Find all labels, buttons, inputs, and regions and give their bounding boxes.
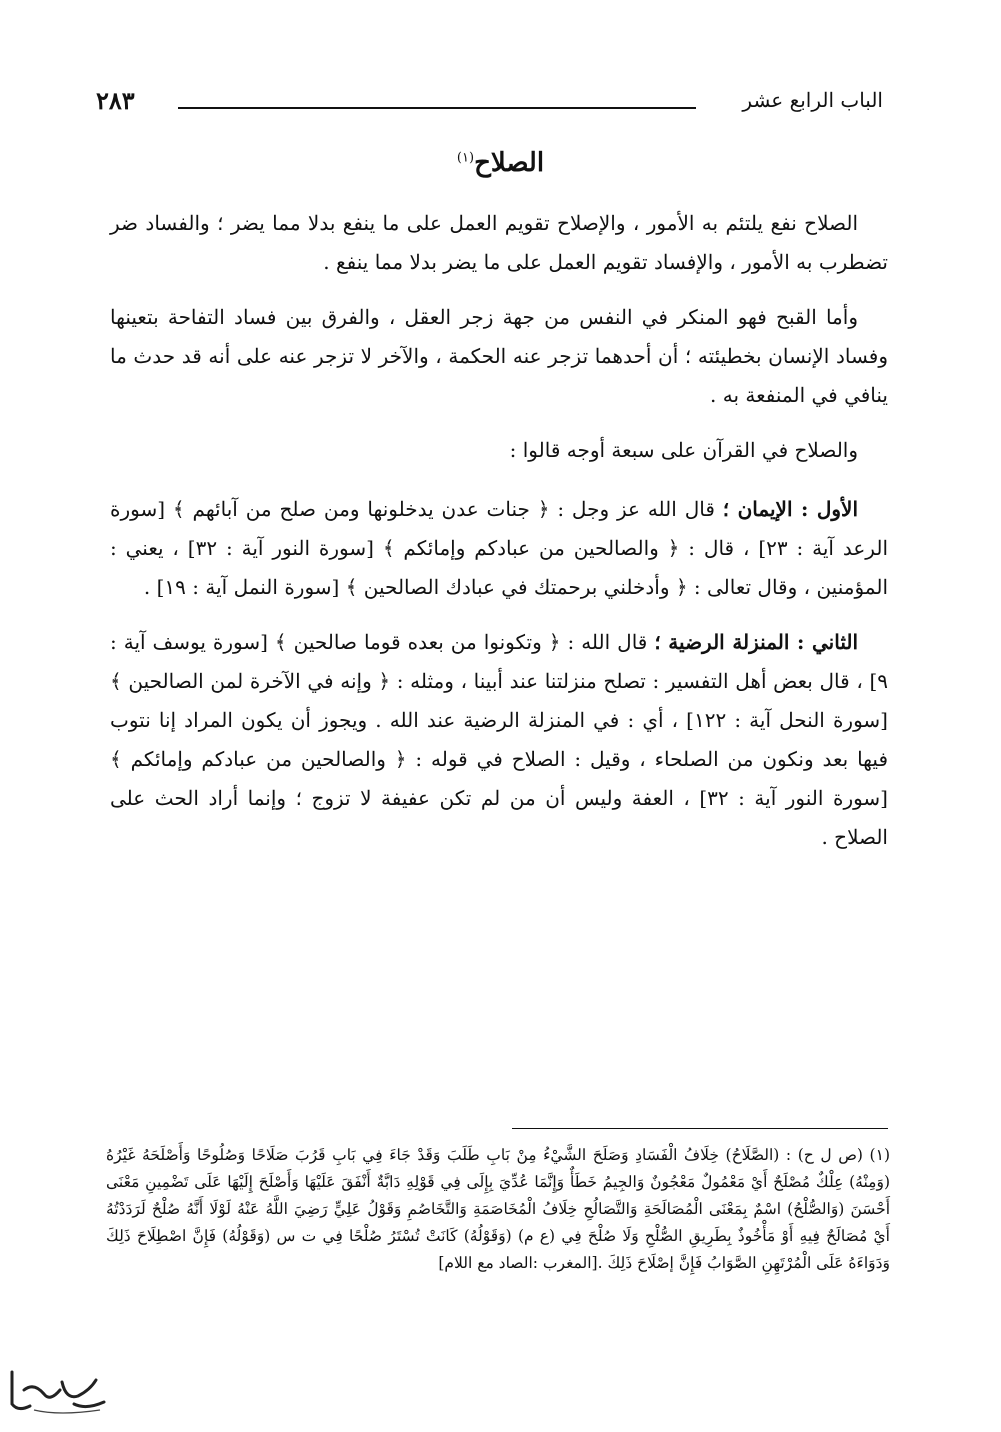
title-note-marker: (١) (456, 150, 475, 166)
calligraphy-logo-icon (4, 1360, 114, 1420)
paragraph-qubh: وأما القبح فهو المنكر في النفس من جهة زجر العقل ، والفرق بين فساد التفاحة بتعينها وفساد الإنسان بخطيئته ؛ أن أحدهما تزجر عنه الحكمة ، والآخر لا تزجر عنه على أنه قد حدث ما ينافي في المنفعة به . (110, 305, 888, 407)
section-title (0, 148, 1001, 178)
paragraph-first-aspect (110, 490, 888, 607)
footnote-rule (512, 1128, 888, 1129)
first-aspect-text: قال الله عز وجل : ﴿ جنات عدن يدخلونها ومن صلح من آبائهم ﴾ [سورة الرعد آية : ٢٣] ، قال : ﴿ والصالحين من عبادكم وإمائكم ﴾ [سورة النور آية : ٣٢] ، يعني : المؤمنين ، وقال تعالى : ﴿ وأدخلني برحمتك في عبادك الصالحين ﴾ [سورة النمل آية : ١٩] . (110, 497, 888, 599)
second-aspect-label: الثاني : المنزلة الرضية ؛ (654, 630, 859, 654)
second-aspect-text: قال الله : ﴿ وتكونوا من بعده قوما صالحين ﴾ [سورة يوسف آية : ٩] ، قال بعض أهل التفسير : تصلح منزلتنا عند أبينا ، ومثله : ﴿ وإنه في الآخرة لمن الصالحين ﴾ [سورة النحل آية : ١٢٢] ، أي : في المنزلة الرضية عند الله . ويجوز أن يكون المراد إنا نتوب فيها بعد ونكون من الصلحاء ، وقيل : الصلاح في قوله : ﴿ والصالحين من عبادكم وإمائكم ﴾ [سورة النور آية : ٣٢] ، العفة وليس أن من لم تكن عفيفة لا تزوج ؛ وإنما أراد الحث على الصلاح . (110, 630, 888, 849)
footnote-1: (١) (ص ل ح) : (الصَّلَاحُ) خِلَافُ الْفَسَادِ وَصَلَحَ الشَّيْءُ مِنْ بَابِ طَلَبَ وَقَدْ جَاءَ فِي بَابِ قَرُبَ صَلَاحًا وَصُلُوحًا وَأَصْلَحَهُ غَيْرُهُ (وَمِنْهُ) عِلْكٌ مُصْلَحٌ أَيْ مَعْمُولٌ مَعْجُونٌ وَالجِيمُ خَطَأٌ وَإِنَّمَا عُدِّيَ بِإِلَى فِي قَوْلِهِ دَابَّةٌ أَنْفَقَ عَلَيْهَا وَأَصْلَحَ إِلَيْهَا عَلَى تَضْمِينِ مَعْنَى أَحْسَنَ (وَالصُّلْحُ) اسْمٌ بِمَعْنَى الْمُصَالَحَةِ وَالتَّصَالُحِ خِلَافُ الْمُخَاصَمَةِ وَالتَّخَاصُمِ وَقَوْلُ عَلِيٍّ رَضِيَ اللَّهُ عَنْهُ لَوْلَا أَنَّهُ صُلْحٌ لَرَدَدْتُهُ أَيْ مُصَالَحٌ فِيهِ أَوْ مَأْخُوذٌ بِطَرِيقِ الصُّلْحِ وَلَا صُلْحَ فِي (ع م) (وَقَوْلُهُ) كَانَتْ تُسْتَرُ صُلْحًا فِي ت س (وَقَوْلُهُ) فَإِنَّ اصْطِلَاحَ ذَلِكَ وَدَوَاءَهُ عَلَى الْمُرْتَهِنِ الصَّوَابُ فَإِنَّ إصْلَاحَ ذَلِكَ .[المغرب :الصاد مع اللام] (106, 1146, 891, 1272)
first-aspect-label: الأول : الإيمان ؛ (722, 497, 859, 521)
paragraph-seven-aspects: والصلاح في القرآن على سبعة أوجه قالوا : (509, 438, 858, 462)
footnotes (106, 1142, 890, 1277)
section-title-text: الصلاح (474, 148, 545, 178)
paragraph-definition: الصلاح نفع يلتئم به الأمور ، والإصلاح تقويم العمل على ما ينفع بدلا مما يضر ؛ والفساد ضر تضطرب به الأمور ، والإفساد تقويم العمل على ما يضر بدلا مما ينفع . (110, 211, 888, 274)
page-number: ٢٨٣ (96, 86, 135, 115)
library-logo (4, 1360, 114, 1420)
body-text (110, 204, 888, 873)
running-head: الباب الرابع عشر (742, 88, 883, 112)
header-rule (178, 107, 696, 109)
paragraph-second-aspect (110, 623, 888, 857)
